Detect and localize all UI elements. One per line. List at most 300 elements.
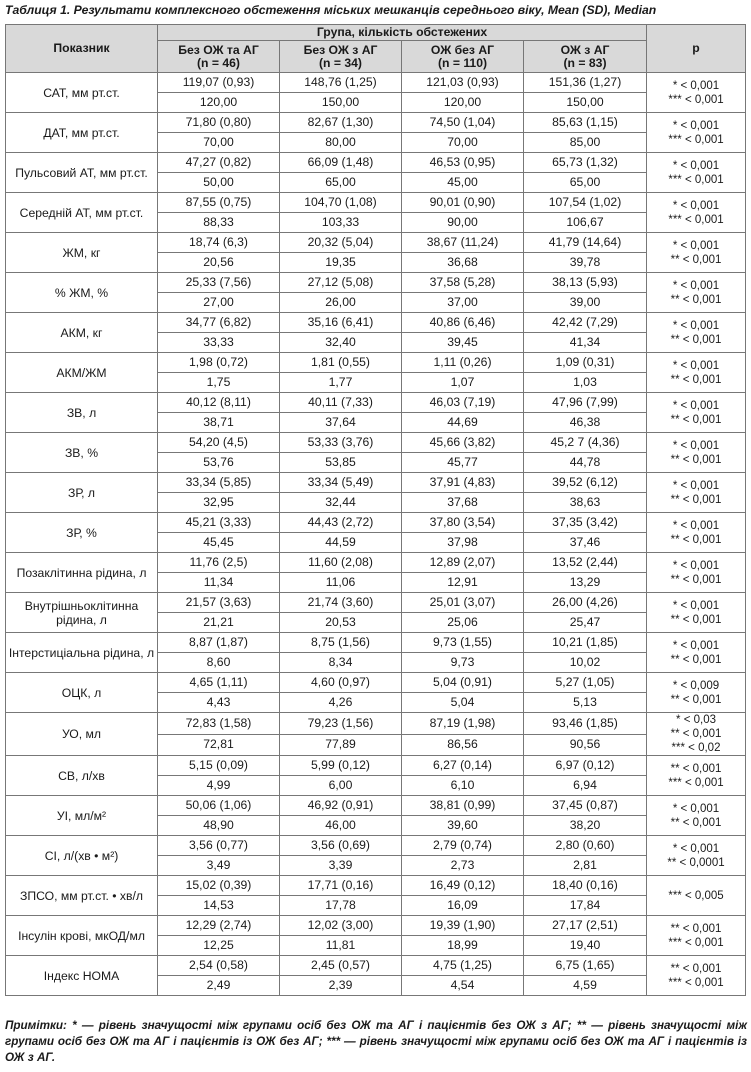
mean-sd-cell: 25,01 (3,07) [402,593,524,613]
median-cell: 17,78 [280,896,402,916]
p-value: * < 0,001 [672,319,720,332]
indicator-label: Індекс HOMA [6,956,158,996]
indicator-label: ЖМ, кг [6,233,158,273]
mean-sd-cell: 20,32 (5,04) [280,233,402,253]
median-cell: 1,07 [402,373,524,393]
p-value-cell [647,273,746,313]
mean-sd-cell: 8,75 (1,56) [280,633,402,653]
median-cell: 65,00 [524,173,647,193]
median-cell: 1,03 [524,373,647,393]
mean-sd-cell: 25,33 (7,56) [158,273,280,293]
p-value: ** < 0,0001 [667,856,725,869]
table-row-mean [6,593,746,613]
table-row-mean [6,193,746,213]
indicator-label: ЗР, % [6,513,158,553]
median-cell: 41,34 [524,333,647,353]
mean-sd-cell: 37,45 (0,87) [524,796,647,816]
header-group-4 [524,41,647,73]
median-cell: 19,40 [524,936,647,956]
median-cell: 39,60 [402,816,524,836]
mean-sd-cell: 44,43 (2,72) [280,513,402,533]
table-row-mean [6,876,746,896]
mean-sd-cell: 16,49 (0,12) [402,876,524,896]
p-value: * < 0,001 [672,119,720,132]
median-cell: 39,45 [402,333,524,353]
median-cell: 13,29 [524,573,647,593]
table-row-mean [6,73,746,93]
mean-sd-cell: 6,75 (1,65) [524,956,647,976]
median-cell: 10,02 [524,653,647,673]
median-cell: 12,25 [158,936,280,956]
header-group-1 [158,41,280,73]
mean-sd-cell: 33,34 (5,85) [158,473,280,493]
mean-sd-cell: 40,12 (8,11) [158,393,280,413]
results-table [5,24,746,996]
median-cell: 1,75 [158,373,280,393]
mean-sd-cell: 4,60 (0,97) [280,673,402,693]
p-value: *** < 0,001 [668,936,724,949]
median-cell: 21,21 [158,613,280,633]
p-value: *** < 0,001 [668,976,724,989]
indicator-label: Внутрішньоклітинна рідина, л [6,593,158,633]
median-cell: 90,00 [402,213,524,233]
p-value: * < 0,001 [672,79,720,92]
mean-sd-cell: 47,27 (0,82) [158,153,280,173]
mean-sd-cell: 39,52 (6,12) [524,473,647,493]
mean-sd-cell: 93,46 (1,85) [524,713,647,735]
mean-sd-cell: 41,79 (14,64) [524,233,647,253]
p-value: * < 0,001 [672,359,720,372]
mean-sd-cell: 11,60 (2,08) [280,553,402,573]
table-notes: Примітки: * — рівень значущості між групами осіб без ОЖ та АГ і пацієнтів без ОЖ з АГ; ** — рівень значущості між групами осіб без ОЖ та АГ і пацієнтів із ОЖ без АГ; *** — рівень значущості між групами осіб без ОЖ та АГ і пацієнтів із ОЖ з АГ. [5,1019,747,1064]
indicator-label: ЗР, л [6,473,158,513]
mean-sd-cell: 12,29 (2,74) [158,916,280,936]
indicator-label: Середній АТ, мм рт.ст. [6,193,158,233]
median-cell: 18,99 [402,936,524,956]
p-value-cell [647,796,746,836]
median-cell: 103,33 [280,213,402,233]
median-cell: 32,95 [158,493,280,513]
median-cell: 53,85 [280,453,402,473]
mean-sd-cell: 2,45 (0,57) [280,956,402,976]
table-row-mean [6,796,746,816]
mean-sd-cell: 21,57 (3,63) [158,593,280,613]
table-row-mean [6,433,746,453]
p-value: *** < 0,02 [671,742,721,754]
median-cell: 11,06 [280,573,402,593]
mean-sd-cell: 82,67 (1,30) [280,113,402,133]
p-value-cell [647,633,746,673]
mean-sd-cell: 87,55 (0,75) [158,193,280,213]
median-cell: 11,81 [280,936,402,956]
p-value: * < 0,001 [672,559,720,572]
median-cell: 106,67 [524,213,647,233]
mean-sd-cell: 2,54 (0,58) [158,956,280,976]
p-value-cell [647,756,746,796]
p-value: * < 0,001 [672,239,720,252]
indicator-label: УІ, мл/м² [6,796,158,836]
mean-sd-cell: 72,83 (1,58) [158,713,280,735]
median-cell: 50,00 [158,173,280,193]
mean-sd-cell: 40,86 (6,46) [402,313,524,333]
indicator-label: % ЖМ, % [6,273,158,313]
mean-sd-cell: 79,23 (1,56) [280,713,402,735]
indicator-label: ЗПСО, мм рт.ст. • хв/л [6,876,158,916]
p-value-cell [647,473,746,513]
mean-sd-cell: 46,92 (0,91) [280,796,402,816]
header-group-3 [402,41,524,73]
p-value-cell [647,836,746,876]
table-row-mean [6,353,746,373]
p-value-cell [647,593,746,633]
mean-sd-cell: 54,20 (4,5) [158,433,280,453]
p-value: ** < 0,001 [670,693,722,706]
p-value: * < 0,001 [672,519,720,532]
mean-sd-cell: 37,58 (5,28) [402,273,524,293]
group-n: (n = 83) [563,55,607,70]
mean-sd-cell: 5,15 (0,09) [158,756,280,776]
median-cell: 44,59 [280,533,402,553]
median-cell: 2,73 [402,856,524,876]
p-value-cell [647,673,746,713]
p-value-cell [647,153,746,193]
mean-sd-cell: 21,74 (3,60) [280,593,402,613]
mean-sd-cell: 6,97 (0,12) [524,756,647,776]
mean-sd-cell: 46,53 (0,95) [402,153,524,173]
median-cell: 27,00 [158,293,280,313]
p-value-cell [647,193,746,233]
group-name: Без ОЖ з АГ [303,42,378,57]
median-cell: 150,00 [524,93,647,113]
p-value-cell [647,433,746,473]
mean-sd-cell: 27,17 (2,51) [524,916,647,936]
median-cell: 4,59 [524,976,647,996]
indicator-label: ЗВ, % [6,433,158,473]
p-value: ** < 0,001 [670,573,722,586]
median-cell: 2,81 [524,856,647,876]
median-cell: 32,40 [280,333,402,353]
p-value: * < 0,001 [672,439,720,452]
median-cell: 6,94 [524,776,647,796]
median-cell: 44,78 [524,453,647,473]
mean-sd-cell: 8,87 (1,87) [158,633,280,653]
mean-sd-cell: 37,91 (4,83) [402,473,524,493]
header-p: p [647,25,746,73]
mean-sd-cell: 87,19 (1,98) [402,713,524,735]
median-cell: 86,56 [402,734,524,756]
mean-sd-cell: 42,42 (7,29) [524,313,647,333]
p-value-cell [647,876,746,916]
p-value: * < 0,001 [672,802,720,815]
p-value-cell [647,553,746,593]
p-value: *** < 0,001 [668,173,724,186]
median-cell: 16,09 [402,896,524,916]
mean-sd-cell: 50,06 (1,06) [158,796,280,816]
median-cell: 44,69 [402,413,524,433]
median-cell: 8,60 [158,653,280,673]
indicator-label: УО, мл [6,713,158,756]
table-row-mean [6,273,746,293]
mean-sd-cell: 38,81 (0,99) [402,796,524,816]
median-cell: 48,90 [158,816,280,836]
median-cell: 8,34 [280,653,402,673]
p-value: *** < 0,001 [668,776,724,789]
p-value-cell [647,73,746,113]
mean-sd-cell: 12,89 (2,07) [402,553,524,573]
p-value: * < 0,009 [672,679,720,692]
table-body [6,73,746,996]
mean-sd-cell: 3,56 (0,77) [158,836,280,856]
median-cell: 85,00 [524,133,647,153]
median-cell: 77,89 [280,734,402,756]
p-value: ** < 0,001 [670,453,722,466]
p-value-cell [647,313,746,353]
mean-sd-cell: 45,2 7 (4,36) [524,433,647,453]
p-value: ** < 0,001 [670,253,722,266]
median-cell: 39,78 [524,253,647,273]
p-value: ** < 0,001 [670,373,722,386]
indicator-label: Інсулін крові, мкОД/мл [6,916,158,956]
p-value: *** < 0,001 [668,133,724,146]
mean-sd-cell: 38,13 (5,93) [524,273,647,293]
median-cell: 39,00 [524,293,647,313]
indicator-label: Пульсовий АТ, мм рт.ст. [6,153,158,193]
header-group-title: Група, кількість обстежених [158,25,647,41]
median-cell: 12,91 [402,573,524,593]
indicator-label: СВ, л/хв [6,756,158,796]
p-value-cell [647,513,746,553]
mean-sd-cell: 18,40 (0,16) [524,876,647,896]
median-cell: 65,00 [280,173,402,193]
median-cell: 4,26 [280,693,402,713]
indicator-label: ДАТ, мм рт.ст. [6,113,158,153]
median-cell: 2,49 [158,976,280,996]
median-cell: 25,06 [402,613,524,633]
p-value-cell [647,713,746,756]
mean-sd-cell: 45,66 (3,82) [402,433,524,453]
p-value: * < 0,001 [672,199,720,212]
p-value: ** < 0,001 [670,922,722,935]
mean-sd-cell: 4,65 (1,11) [158,673,280,693]
p-value: ** < 0,001 [670,816,722,829]
indicator-label: САТ, мм рт.ст. [6,73,158,113]
mean-sd-cell: 5,27 (1,05) [524,673,647,693]
table-row-mean [6,633,746,653]
mean-sd-cell: 26,00 (4,26) [524,593,647,613]
mean-sd-cell: 17,71 (0,16) [280,876,402,896]
mean-sd-cell: 5,04 (0,91) [402,673,524,693]
median-cell: 4,54 [402,976,524,996]
table-row-mean [6,313,746,333]
median-cell: 26,00 [280,293,402,313]
p-value: ** < 0,001 [670,962,722,975]
median-cell: 46,38 [524,413,647,433]
mean-sd-cell: 13,52 (2,44) [524,553,647,573]
table-row-mean [6,756,746,776]
indicator-label: АКМ/ЖМ [6,353,158,393]
mean-sd-cell: 46,03 (7,19) [402,393,524,413]
header-indicator: Показник [6,25,158,73]
median-cell: 25,47 [524,613,647,633]
median-cell: 38,71 [158,413,280,433]
median-cell: 20,53 [280,613,402,633]
table-row-mean [6,553,746,573]
mean-sd-cell: 37,80 (3,54) [402,513,524,533]
mean-sd-cell: 40,11 (7,33) [280,393,402,413]
p-value: * < 0,001 [672,842,720,855]
median-cell: 80,00 [280,133,402,153]
median-cell: 150,00 [280,93,402,113]
mean-sd-cell: 1,09 (0,31) [524,353,647,373]
median-cell: 5,04 [402,693,524,713]
table-row-mean [6,956,746,976]
mean-sd-cell: 1,11 (0,26) [402,353,524,373]
median-cell: 32,44 [280,493,402,513]
p-value: * < 0,001 [672,599,720,612]
mean-sd-cell: 65,73 (1,32) [524,153,647,173]
median-cell: 45,77 [402,453,524,473]
group-n: (n = 110) [437,55,488,70]
mean-sd-cell: 9,73 (1,55) [402,633,524,653]
median-cell: 120,00 [158,93,280,113]
median-cell: 14,53 [158,896,280,916]
table-caption: Таблиця 1. Результати комплексного обстеження міських мешканців середнього віку, Mean (SD), Median [5,3,657,17]
mean-sd-cell: 104,70 (1,08) [280,193,402,213]
p-value-cell [647,393,746,433]
median-cell: 46,00 [280,816,402,836]
header-group-2 [280,41,402,73]
median-cell: 88,33 [158,213,280,233]
median-cell: 90,56 [524,734,647,756]
median-cell: 45,00 [402,173,524,193]
indicator-label: ЗВ, л [6,393,158,433]
mean-sd-cell: 37,35 (3,42) [524,513,647,533]
p-value: * < 0,001 [672,279,720,292]
group-name: Без ОЖ та АГ [178,42,259,57]
mean-sd-cell: 66,09 (1,48) [280,153,402,173]
mean-sd-cell: 18,74 (6,3) [158,233,280,253]
median-cell: 120,00 [402,93,524,113]
mean-sd-cell: 119,07 (0,93) [158,73,280,93]
median-cell: 9,73 [402,653,524,673]
median-cell: 3,39 [280,856,402,876]
mean-sd-cell: 90,01 (0,90) [402,193,524,213]
median-cell: 70,00 [402,133,524,153]
median-cell: 37,00 [402,293,524,313]
indicator-label: Позаклітинна рідина, л [6,553,158,593]
mean-sd-cell: 1,98 (0,72) [158,353,280,373]
mean-sd-cell: 71,80 (0,80) [158,113,280,133]
median-cell: 2,39 [280,976,402,996]
table-row-mean [6,153,746,173]
mean-sd-cell: 3,56 (0,69) [280,836,402,856]
group-n: (n = 34) [318,55,362,70]
mean-sd-cell: 45,21 (3,33) [158,513,280,533]
median-cell: 37,68 [402,493,524,513]
p-value-cell [647,916,746,956]
indicator-label: ОЦК, л [6,673,158,713]
table-row-mean [6,113,746,133]
p-value-cell [647,113,746,153]
mean-sd-cell: 6,27 (0,14) [402,756,524,776]
median-cell: 19,35 [280,253,402,273]
mean-sd-cell: 2,80 (0,60) [524,836,647,856]
table-row-mean [6,836,746,856]
table-row-mean [6,473,746,493]
mean-sd-cell: 10,21 (1,85) [524,633,647,653]
indicator-label: Інтерстиціальна рідина, л [6,633,158,673]
median-cell: 4,99 [158,776,280,796]
table-row-mean [6,713,746,735]
median-cell: 53,76 [158,453,280,473]
table-row-mean [6,916,746,936]
table-row-mean [6,233,746,253]
mean-sd-cell: 53,33 (3,76) [280,433,402,453]
mean-sd-cell: 85,63 (1,15) [524,113,647,133]
mean-sd-cell: 107,54 (1,02) [524,193,647,213]
median-cell: 4,43 [158,693,280,713]
median-cell: 37,98 [402,533,524,553]
mean-sd-cell: 1,81 (0,55) [280,353,402,373]
mean-sd-cell: 47,96 (7,99) [524,393,647,413]
median-cell: 11,34 [158,573,280,593]
mean-sd-cell: 5,99 (0,12) [280,756,402,776]
mean-sd-cell: 35,16 (6,41) [280,313,402,333]
mean-sd-cell: 38,67 (11,24) [402,233,524,253]
median-cell: 33,33 [158,333,280,353]
median-cell: 20,56 [158,253,280,273]
p-value: *** < 0,001 [668,93,724,106]
p-value: ** < 0,001 [670,613,722,626]
mean-sd-cell: 27,12 (5,08) [280,273,402,293]
median-cell: 70,00 [158,133,280,153]
p-value: * < 0,001 [672,399,720,412]
p-value: *** < 0,001 [668,213,724,226]
p-value: * < 0,001 [672,639,720,652]
median-cell: 38,63 [524,493,647,513]
p-value: ** < 0,001 [670,493,722,506]
p-value-cell [647,353,746,393]
median-cell: 6,00 [280,776,402,796]
mean-sd-cell: 74,50 (1,04) [402,113,524,133]
p-value: * < 0,03 [676,714,716,726]
median-cell: 36,68 [402,253,524,273]
group-name: ОЖ без АГ [430,42,495,57]
p-value-cell [647,956,746,996]
p-value: ** < 0,001 [670,762,722,775]
p-value-cell [647,233,746,273]
median-cell: 38,20 [524,816,647,836]
p-value: ** < 0,001 [670,413,722,426]
median-cell: 6,10 [402,776,524,796]
indicator-label: СІ, л/(хв • м²) [6,836,158,876]
table-row-mean [6,393,746,413]
median-cell: 5,13 [524,693,647,713]
median-cell: 3,49 [158,856,280,876]
table-row-mean [6,673,746,693]
mean-sd-cell: 15,02 (0,39) [158,876,280,896]
mean-sd-cell: 121,03 (0,93) [402,73,524,93]
median-cell: 72,81 [158,734,280,756]
median-cell: 37,64 [280,413,402,433]
median-cell: 45,45 [158,533,280,553]
mean-sd-cell: 33,34 (5,49) [280,473,402,493]
mean-sd-cell: 4,75 (1,25) [402,956,524,976]
median-cell: 17,84 [524,896,647,916]
p-value: ** < 0,001 [670,333,722,346]
mean-sd-cell: 148,76 (1,25) [280,73,402,93]
mean-sd-cell: 11,76 (2,5) [158,553,280,573]
